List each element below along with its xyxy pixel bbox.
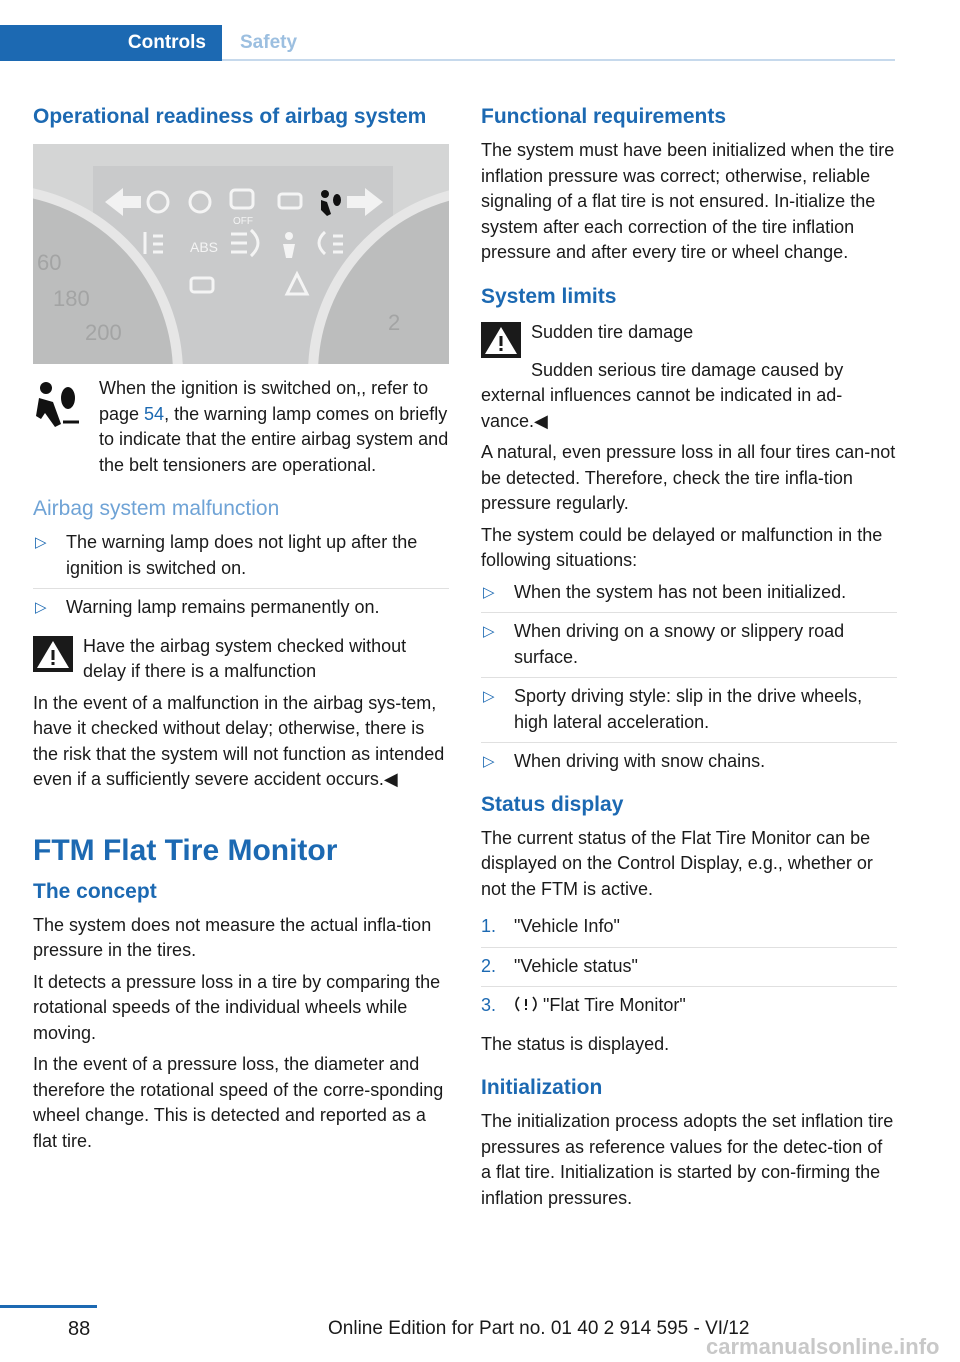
list-item <box>481 580 897 614</box>
rpm-label-2: 2 <box>388 310 401 335</box>
triangle-bullet-icon: ▷ <box>35 534 47 551</box>
airbag-text-part-b: , the warning lamp comes on briefly to indicate that the entire airbag system and the belt tensioners are operational. <box>99 403 449 475</box>
chapter-heading-ftm: FTM Flat Tire Monitor <box>33 833 338 867</box>
tab-safety[interactable]: Safety <box>240 32 298 53</box>
step-number: 3. <box>481 995 497 1015</box>
section-heading-concept: The concept <box>33 879 157 903</box>
limits-list <box>481 580 897 782</box>
malfunction-paragraph: In the event of a malfunction in the airbag sys‐tem, have it checked without delay; otherwise, there is the risk that the system will not function as intended even if a sufficiently severe accident occurs.◀ <box>33 692 445 789</box>
list-item <box>481 749 897 782</box>
header-tabs <box>0 25 895 61</box>
triangle-bullet-icon: ▷ <box>35 599 47 616</box>
page-number-rule <box>0 1305 97 1308</box>
airbag-readiness-text <box>99 376 449 478</box>
list-item-text: Sporty driving style: slip in the drive wheels, high lateral acceleration. <box>514 686 863 732</box>
list-item <box>481 993 897 1026</box>
limits-paragraph-2: The system could be delayed or malfunction in the following situations: <box>481 524 883 570</box>
triangle-bullet-icon: ▷ <box>483 583 495 601</box>
airbag-icon <box>33 380 81 432</box>
triangle-bullet-icon: ▷ <box>483 688 495 705</box>
list-item <box>33 595 449 628</box>
status-result-text: The status is displayed. <box>481 1033 670 1054</box>
triangle-bullet-icon: ▷ <box>483 753 495 770</box>
step-text: "Vehicle status" <box>514 955 638 976</box>
list-item-text: When driving with snow chains. <box>514 751 766 771</box>
warning-triangle-icon <box>33 636 73 672</box>
section-heading-operational-readiness: Operational readiness of airbag system <box>33 105 427 128</box>
concept-paragraph-1: The system does not measure the actual infla‐tion pressure in the tires. <box>33 914 432 960</box>
list-item <box>481 684 897 743</box>
airbag-warning-note <box>33 634 449 685</box>
tire-damage-warning <box>481 320 897 362</box>
section-heading-status-display: Status display <box>481 792 624 816</box>
list-item <box>481 954 897 988</box>
instrument-cluster-image <box>33 144 449 364</box>
watermark: carmanualsonline.info <box>706 1334 940 1359</box>
edition-text: Online Edition for Part no. 01 40 2 914 595 - VI/12 <box>328 1318 750 1339</box>
list-item-text: When the system has not been initialized. <box>514 581 847 602</box>
triangle-bullet-icon: ▷ <box>483 623 495 640</box>
left-column <box>33 100 449 1160</box>
page-number: 88 <box>68 1318 91 1340</box>
right-column <box>481 100 897 1217</box>
concept-paragraph-3: In the event of a pressure loss, the diameter and therefore the rotational speed of the corre‐sponding wheel change. This is detected and reported as a flat tire. <box>33 1054 444 1151</box>
section-heading-system-limits: System limits <box>481 284 617 308</box>
page-link-54[interactable]: 54 <box>144 403 165 424</box>
list-item <box>481 914 897 948</box>
warning-triangle-icon <box>481 322 521 358</box>
speed-label-200: 200 <box>85 320 122 345</box>
section-heading-functional-requirements: Functional requirements <box>481 105 727 128</box>
status-paragraph: The current status of the Flat Tire Monitor can be displayed on the Control Display, e.g., whether or not the FTM is active. <box>481 827 873 899</box>
step-text: "Vehicle Info" <box>514 916 620 936</box>
tab-underline <box>222 59 895 61</box>
section-heading-airbag-malfunction: Airbag system malfunction <box>33 497 280 520</box>
instrument-cluster-illustration <box>33 144 449 364</box>
list-item-text: When driving on a snowy or slippery road surface. <box>514 621 845 667</box>
step-number: 1. <box>481 916 497 936</box>
warning-text: Have the airbag system checked without delay if there is a malfunction <box>83 635 407 681</box>
list-item <box>481 619 897 678</box>
malfunction-list <box>33 530 449 628</box>
warning-title: Sudden tire damage <box>531 321 694 342</box>
list-item <box>33 530 449 589</box>
concept-paragraph-2: It detects a pressure loss in a tire by comparing the rotational speeds of the individual wheels while moving. <box>33 971 441 1043</box>
limits-paragraph-1: A natural, even pressure loss in all four tires can‐not be detected. Therefore, check the tire infla‐tion pressure regularly. <box>481 442 896 513</box>
step-text: "Flat Tire Monitor" <box>538 995 686 1015</box>
tab-controls[interactable]: Controls <box>0 25 222 61</box>
speed-label-180: 180 <box>53 286 90 311</box>
abs-icon: ABS <box>190 239 219 255</box>
requirements-paragraph: The system must have been initialized when the tire inflation pressure was correct; otherwise, reliable signaling of a flat tire is not ensured. In‐itialize the system after each correction of the tire inflation pressure and after every tire or wheel change. <box>481 140 895 262</box>
initialization-paragraph: The initialization process adopts the set inflation tire pressures as reference values for the detec‐tion of a flat tire. Initialization is started by con‐firming the inflation pressures. <box>481 1111 894 1208</box>
section-heading-initialization: Initialization <box>481 1076 603 1099</box>
status-steps <box>481 914 897 1026</box>
warning-body: Sudden serious tire damage caused by external influences cannot be indicated in ad‐vance.◀ <box>481 359 844 431</box>
list-item-text: Warning lamp remains permanently on. <box>66 597 380 617</box>
speed-label-60: 60 <box>37 250 62 275</box>
tire-pressure-icon <box>514 995 538 1013</box>
off-label: OFF <box>233 216 253 227</box>
step-number: 2. <box>481 955 497 976</box>
list-item-text: The warning lamp does not light up after the ignition is switched on. <box>66 532 418 578</box>
airbag-info-block <box>33 376 449 478</box>
airbag-text-part-a: When the ignition is switched on,, refer to page <box>99 378 429 424</box>
